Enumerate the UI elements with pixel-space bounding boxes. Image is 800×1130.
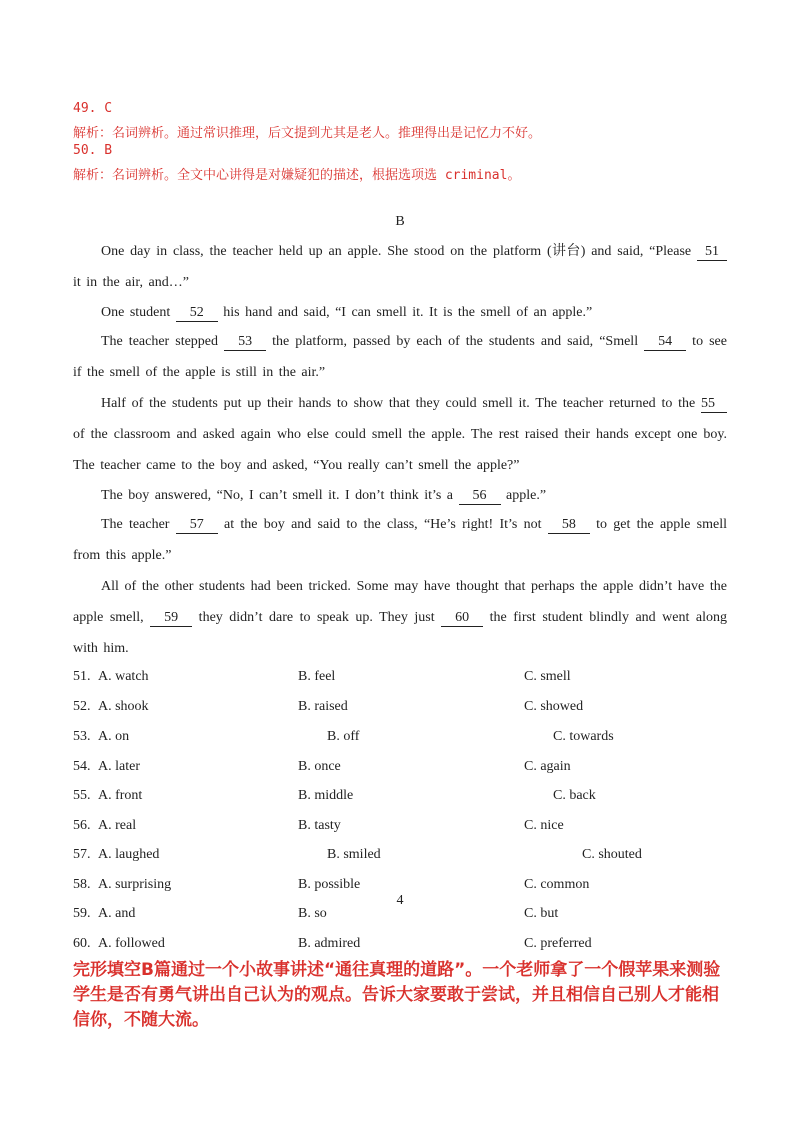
blank-52: 52: [176, 305, 218, 322]
question-number: 56.: [73, 818, 91, 833]
option-b: B. smiled: [327, 847, 381, 862]
option-b: B. once: [298, 759, 341, 774]
question-number: 51.: [73, 669, 91, 684]
blank-55: 55: [701, 396, 727, 413]
answer-50: 50. B: [73, 143, 113, 158]
analysis-49: 解析：名词辨析。通过常识推理，后文提到尤其是老人。推理得出是记忆力不好。: [73, 126, 542, 141]
option-row-54: [73, 759, 733, 779]
paragraph-4: [73, 388, 727, 481]
text: of the classroom and asked again who else could smell the apple. The rest raised their hands except one boy. The teacher came to the boy and asked, “You really can’t smell the apple?”: [73, 427, 727, 473]
paragraph-3: [73, 326, 727, 388]
option-row-60: [73, 936, 733, 956]
question-number: 53.: [73, 729, 91, 744]
option-a: A. laughed: [98, 847, 160, 862]
text: The boy answered, “No, I can’t smell it. I don’t think it’s a: [101, 488, 459, 503]
text: at the boy and said to the class, “He’s right! It’s not: [217, 517, 548, 532]
question-number: 54.: [73, 759, 91, 774]
option-a: A. later: [98, 759, 140, 774]
question-number: 60.: [73, 936, 91, 951]
page-number: 4: [396, 893, 404, 908]
option-b: B. admired: [298, 936, 361, 951]
blank-60: 60: [441, 610, 483, 627]
question-number: 59.: [73, 906, 91, 921]
option-b: B. raised: [298, 699, 348, 714]
analysis-50: 解析：名词辨析。全文中心讲得是对嫌疑犯的描述，根据选项选 criminal。: [73, 168, 521, 183]
option-c: C. showed: [524, 699, 584, 714]
option-b: B. tasty: [298, 818, 341, 833]
text: they didn’t dare to speak up. They just: [192, 610, 442, 625]
option-row-52: [73, 699, 733, 719]
paragraph-7: [73, 571, 727, 664]
paragraph-1: [73, 236, 727, 298]
blank-57: 57: [176, 517, 218, 534]
blank-59: 59: [150, 610, 192, 627]
text: to see if the smell of the apple is still in the air.”: [73, 334, 727, 380]
option-b: B. off: [327, 729, 360, 744]
text: One day in class, the teacher held up an apple. She stood on the platform (讲台) and said, “Please: [101, 244, 697, 259]
option-c: C. towards: [553, 729, 614, 744]
option-b: B. possible: [298, 877, 361, 892]
paragraph-6: [73, 509, 727, 571]
option-b: B. middle: [298, 788, 354, 803]
option-a: A. on: [98, 729, 130, 744]
text: it in the air, and…”: [73, 275, 189, 290]
text: the first student blindly and went along with him.: [73, 610, 727, 656]
option-row-57: [73, 847, 733, 867]
blank-51: 51: [697, 244, 727, 261]
text: his hand and said, “I can smell it. It is the smell of an apple.”: [217, 305, 593, 320]
text: The teacher stepped: [101, 334, 225, 349]
text: apple.”: [500, 488, 547, 503]
question-number: 52.: [73, 699, 91, 714]
text: The teacher: [101, 517, 176, 532]
option-row-55: [73, 788, 733, 808]
option-b: B. feel: [298, 669, 336, 684]
section-title: B: [395, 214, 405, 229]
option-c: C. smell: [524, 669, 571, 684]
option-b: B. so: [298, 906, 327, 921]
option-row-53: [73, 729, 733, 749]
option-c: C. nice: [524, 818, 564, 833]
blank-53: 53: [224, 334, 266, 351]
option-row-59: [73, 906, 733, 926]
answer-49: 49. C: [73, 101, 113, 116]
option-a: A. and: [98, 906, 136, 921]
passage-summary: 完形填空B篇通过一个小故事讲述“通往真理的道路”。一个老师拿了一个假苹果来测验学生是否有勇气讲出自己认为的观点。告诉大家要敢于尝试，并且相信自己别人才能相信你，不随大流。: [73, 960, 721, 1030]
text: to get the apple smell from this apple.”: [73, 517, 727, 563]
paragraph-2: [73, 297, 727, 328]
option-a: A. followed: [98, 936, 165, 951]
text: Half of the students put up their hands to show that they could smell it. The teacher returned to the: [101, 396, 701, 411]
blank-58: 58: [548, 517, 590, 534]
option-c: C. again: [524, 759, 571, 774]
option-row-51: [73, 669, 733, 689]
option-a: A. watch: [98, 669, 149, 684]
option-a: A. front: [98, 788, 143, 803]
text: One student: [101, 305, 176, 320]
option-c: C. but: [524, 906, 559, 921]
question-number: 58.: [73, 877, 91, 892]
text: All of the other students had been tricked. Some may have thought that perhaps the apple didn’t have the apple smell,: [73, 579, 727, 625]
question-number: 55.: [73, 788, 91, 803]
option-c: C. preferred: [524, 936, 592, 951]
option-row-56: [73, 818, 733, 838]
option-a: A. shook: [98, 699, 149, 714]
option-c: C. back: [553, 788, 596, 803]
blank-54: 54: [644, 334, 686, 351]
option-c: C. common: [524, 877, 590, 892]
option-a: A. real: [98, 818, 137, 833]
option-c: C. shouted: [582, 847, 642, 862]
paragraph-5: [73, 480, 727, 511]
question-number: 57.: [73, 847, 91, 862]
blank-56: 56: [459, 488, 501, 505]
option-a: A. surprising: [98, 877, 172, 892]
text: the platform, passed by each of the students and said, “Smell: [266, 334, 645, 349]
